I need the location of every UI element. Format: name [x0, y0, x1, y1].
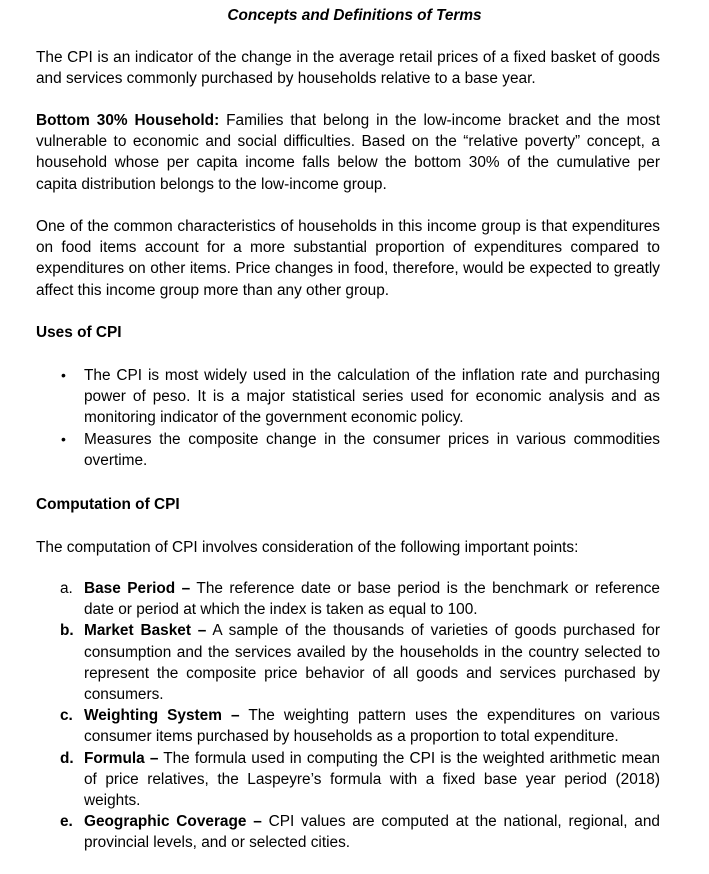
bottom-30-text: Families that belong in the low-income bracket and the most vulnerable to economic and social difficulties. Based on the “relative poverty” concept, a household whose per capita income falls below the bottom 30% of the cumulative per capita distribution belongs to the low-income group.: [36, 112, 660, 193]
point-term: Formula –: [84, 749, 159, 767]
uses-heading: Uses of CPI: [36, 324, 122, 341]
point-term: Base Period –: [84, 580, 191, 597]
list-letter: a.: [60, 580, 73, 597]
bullet-icon: •: [61, 367, 66, 383]
uses-list: [61, 365, 660, 471]
list-letter: c.: [60, 707, 73, 725]
point-text: A sample of the thousands of varieties of goods purchased for consumption and the services availed by the households in the country selected to represent the composite price behavior of all goods and services purchased by consumers.: [84, 622, 660, 704]
uses-item-text: The CPI is most widely used in the calculation of the inflation rate and purchasing power of peso. It is a major statistical series used for economic analysis and as monitoring indicator of the government economic policy.: [84, 367, 660, 427]
cpi-definition-paragraph: The CPI is an indicator of the change in the average retail prices of a fixed basket of goods and services commonly purchased by households relative to a base year.: [36, 49, 660, 88]
point-text: The weighting pattern uses the expenditures on various consumer items purchased by households as a proportion to total expenditure.: [84, 707, 660, 746]
bottom-30-term: Bottom 30% Household:: [36, 112, 220, 129]
point-term: Geographic Coverage –: [84, 813, 262, 831]
list-item: [60, 620, 660, 705]
point-text: The formula used in computing the CPI is the weighted arithmetic mean of price relatives, the Laspeyre’s formula with a fixed base year period (2018) weights.: [84, 749, 660, 810]
point-term: Weighting System –: [84, 707, 240, 725]
computation-points-list: [60, 578, 660, 854]
bullet-icon: •: [61, 430, 66, 447]
page-title: Concepts and Definitions of Terms: [227, 7, 482, 24]
bottom-30-definition-paragraph: [36, 110, 660, 195]
list-letter: b.: [60, 622, 74, 640]
list-item: [60, 811, 660, 853]
point-term: Market Basket –: [84, 622, 207, 640]
list-letter: d.: [60, 749, 74, 767]
list-item: [60, 578, 660, 620]
computation-intro-paragraph: The computation of CPI involves consideration of the following important points:: [36, 539, 579, 556]
income-group-characteristics-paragraph: One of the common characteristics of households in this income group is that expenditures on food items account for a more substantial proportion of expenditures compared to expenditures on other items. Price changes in food, therefore, would be expected to greatly affect this income group more than any other group.: [36, 218, 660, 299]
point-text: The reference date or base period is the benchmark or reference date or period at which the index is taken as equal to 100.: [84, 580, 660, 619]
list-item: [60, 748, 660, 812]
list-letter: e.: [60, 813, 73, 831]
point-text: CPI values are computed at the national, regional, and provincial levels, and or selected cities.: [84, 813, 660, 852]
computation-heading: Computation of CPI: [36, 496, 180, 513]
list-item: [60, 705, 660, 747]
uses-item-text: Measures the composite change in the consumer prices in various commodities overtime.: [84, 430, 660, 469]
list-item: [61, 365, 660, 429]
list-item: [61, 429, 660, 471]
